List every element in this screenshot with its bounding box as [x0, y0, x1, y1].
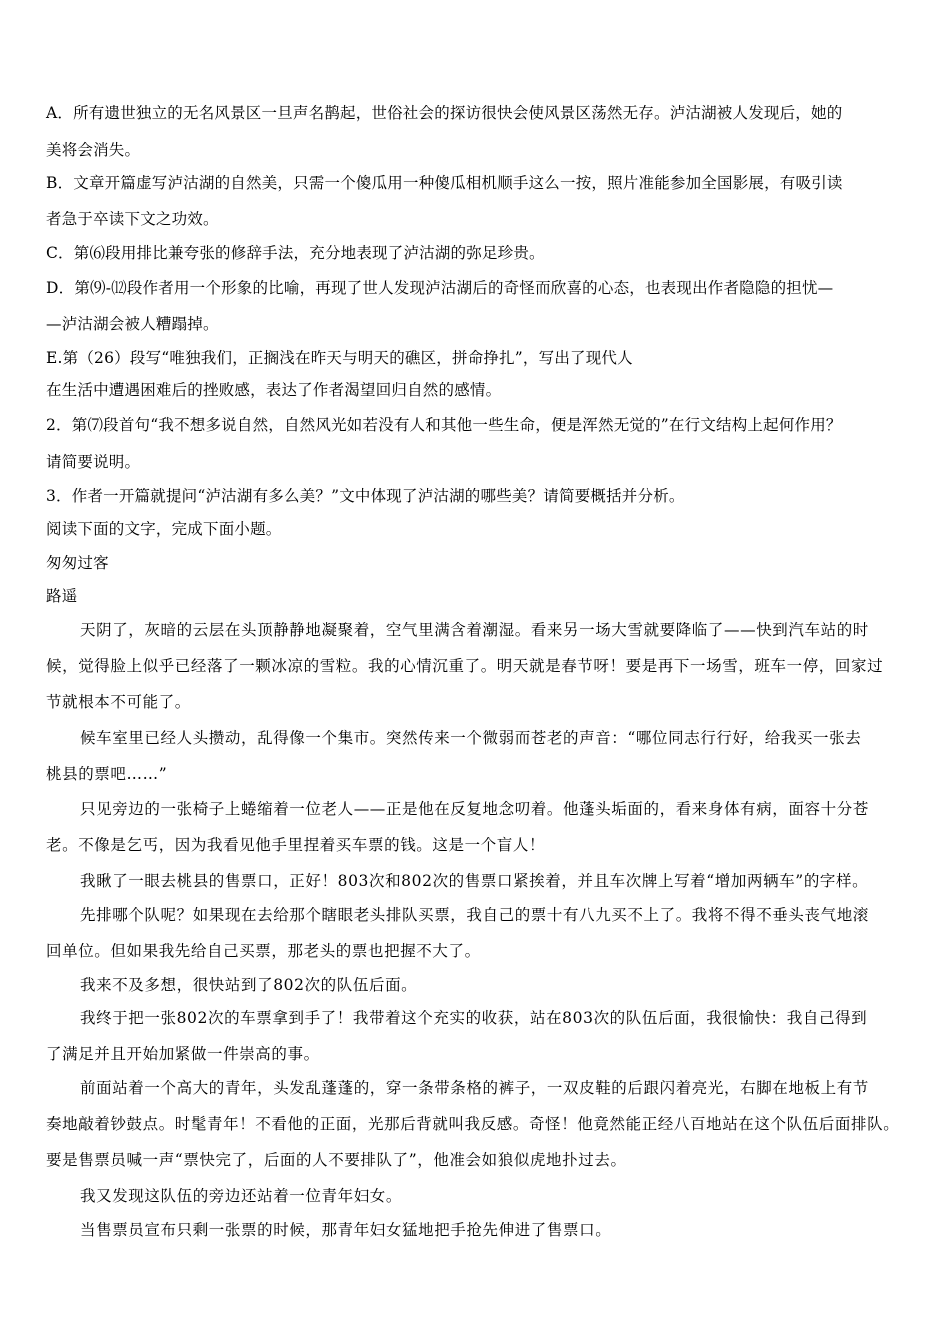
story-line: 回单位。但如果我先给自己买票，那老头的票也把握不大了。 — [46, 942, 481, 960]
story-line: 前面站着一个高大的青年，头发乱蓬蓬的，穿一条带条格的裤子，一双皮鞋的后跟闪着亮光，右脚在地板上有节 — [80, 1079, 869, 1097]
story-line: 老。不像是乞丐，因为我看见他手里捏着买车票的钱。这是一个盲人！ — [46, 836, 546, 854]
question-2-line-1: 2．第⑺段首句“我不想多说自然，自然风光如若没有人和其他一些生命，便是浑然无觉的”在行文结构上起何作用？ — [46, 416, 842, 434]
story-line: 要是售票员喊一声“票快完了，后面的人不要排队了”，他准会如狼似虎地扑过去。 — [46, 1151, 627, 1169]
option-c-line-1: C．第⑹段用排比兼夸张的修辞手法，充分地表现了泸沽湖的弥足珍贵。 — [46, 244, 545, 262]
story-line: 只见旁边的一张椅子上蜷缩着一位老人——正是他在反复地念叨着。他蓬头垢面的，看来身体有病，面容十分苍 — [80, 800, 869, 818]
story-line: 我来不及多想，很快站到了802次的队伍后面。 — [80, 976, 418, 994]
story-line: 当售票员宣布只剩一张票的时候，那青年妇女猛地把手抢先伸进了售票口。 — [80, 1221, 612, 1239]
option-e-line-1: E.第（26）段写“唯独我们，正搁浅在昨天与明天的礁区，拼命挣扎”，写出了现代人 — [46, 349, 633, 367]
option-e-line-2: 在生活中遭遇困难后的挫败感，表达了作者渴望回归自然的感情。 — [46, 381, 502, 399]
option-a-line-1: A．所有遗世独立的无名风景区一旦声名鹊起，世俗社会的探访很快会使风景区荡然无存。泸沽湖被人发现后，她的 — [46, 104, 843, 122]
reading-instruction: 阅读下面的文字，完成下面小题。 — [46, 520, 282, 538]
option-d-line-1: D．第⑼-⑿段作者用一个形象的比喻，再现了世人发现泸沽湖后的奇怪而欣喜的心态，也表现出作者隐隐的担忧— — [46, 279, 834, 297]
story-line: 我终于把一张802次的车票拿到手了！我带着这个充实的收获，站在803次的队伍后面，我很愉快：我自己得到 — [80, 1009, 868, 1027]
story-line: 我瞅了一眼去桃县的售票口，正好！803次和802次的售票口紧挨着，并且车次牌上写着“增加两辆车”的字样。 — [80, 872, 869, 890]
story-line: 我又发现这队伍的旁边还站着一位青年妇女。 — [80, 1187, 403, 1205]
story-line: 桃县的票吧……” — [46, 765, 168, 783]
story-author: 路遥 — [46, 587, 78, 605]
option-b-line-2: 者急于卒读下文之功效。 — [46, 210, 219, 228]
story-line: 天阴了，灰暗的云层在头顶静静地凝聚着，空气里满含着潮湿。看来另一场大雪就要降临了——快到汽车站的时 — [80, 621, 869, 639]
story-line: 候，觉得脸上似乎已经落了一颗冰凉的雪粒。我的心情沉重了。明天就是春节呀！要是再下一场雪，班车一停，回家过 — [46, 657, 884, 675]
story-title: 匆匆过客 — [46, 554, 109, 572]
question-3: 3．作者一开篇就提问“泸沽湖有多么美？”文中体现了泸沽湖的哪些美？请简要概括并分析。 — [46, 487, 685, 505]
story-line: 先排哪个队呢？如果现在去给那个瞎眼老头排队买票，我自己的票十有八九买不上了。我将不得不垂头丧气地滚 — [80, 906, 869, 924]
option-b-line-1: B．文章开篇虚写泸沽湖的自然美，只需一个傻瓜用一种傻瓜相机顺手这么一按，照片准能参加全国影展，有吸引读 — [46, 174, 843, 192]
option-d-line-2: —泸沽湖会被人糟蹋掉。 — [46, 315, 219, 333]
story-line: 节就根本不可能了。 — [46, 693, 191, 711]
story-line: 了满足并且开始加紧做一件崇高的事。 — [46, 1045, 320, 1063]
story-line: 奏地敲着钞鼓点。时髦青年！不看他的正面，光那后背就叫我反感。奇怪！他竟然能正经八百地站在这个队伍后面排队。 — [46, 1115, 900, 1133]
question-2-line-2: 请简要说明。 — [46, 453, 141, 471]
option-a-line-2: 美将会消失。 — [46, 141, 141, 159]
story-line: 候车室里已经人头攒动，乱得像一个集市。突然传来一个微弱而苍老的声音：“哪位同志行行好，给我买一张去 — [80, 729, 862, 747]
